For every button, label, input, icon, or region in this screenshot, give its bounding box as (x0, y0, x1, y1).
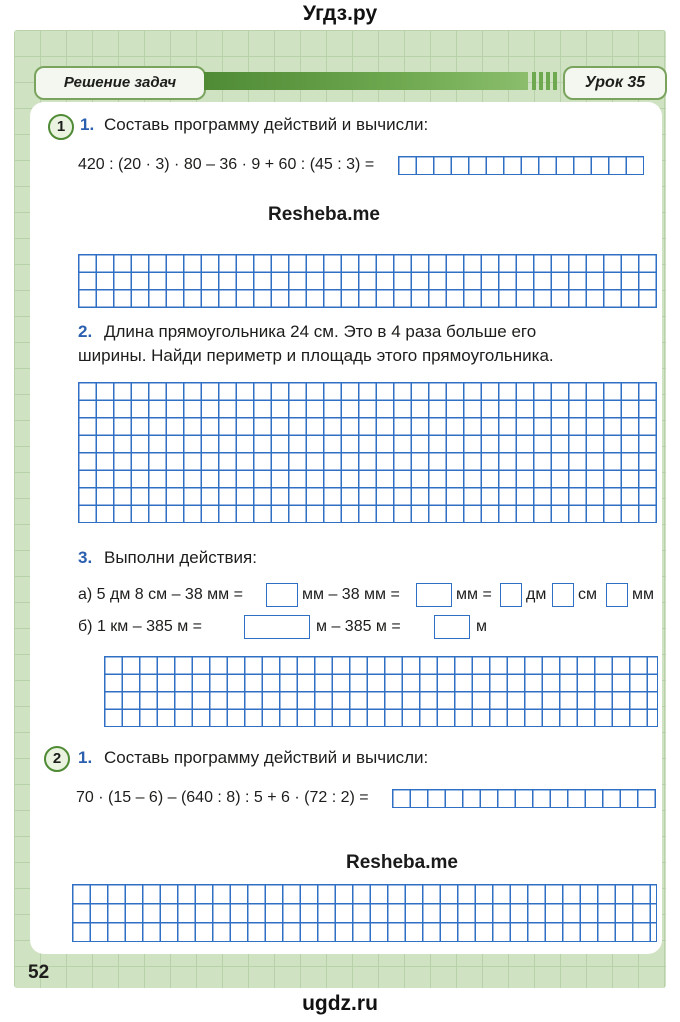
task-3a-unit-1: мм – 38 мм = (302, 586, 400, 603)
task-1-text: Составь программу действий и вычисли: (104, 115, 429, 134)
task-3b-unit-1: м – 385 м = (316, 618, 401, 635)
task-3a-unit-3: дм (526, 586, 547, 603)
page-number: 52 (28, 962, 50, 983)
task-3a-box-1[interactable] (266, 583, 298, 607)
content-panel (30, 102, 662, 954)
task-1-answer-cells[interactable] (398, 156, 644, 175)
task-3a-unit-5: мм (632, 586, 654, 603)
task-3a-box-5[interactable] (606, 583, 628, 607)
section-title: Решение задач (34, 66, 206, 100)
task-3-number: 3. (78, 548, 93, 567)
task-3a-prefix: а) 5 дм 8 см – 38 мм = (78, 586, 243, 603)
task-2-text-line2: ширины. Найди периметр и площадь этого прямоугольника. (78, 346, 554, 365)
task-2-work-grid[interactable] (78, 382, 657, 523)
block-number-1: 1 (48, 114, 74, 140)
task-3b-prefix: б) 1 км – 385 м = (78, 618, 202, 635)
header-dashes (532, 72, 560, 90)
task-2-text-line1: Длина прямоугольника 24 см. Это в 4 раза больше его (104, 322, 537, 341)
task-1-expression: 420 : (20 · 3) · 80 – 36 · 9 + 60 : (45 : 3) = (78, 156, 375, 173)
task-3b-box-2[interactable] (434, 615, 470, 639)
task-3a-box-3[interactable] (500, 583, 522, 607)
task-3a-unit-4: см (578, 586, 597, 603)
task-1-number: 1. (80, 115, 95, 134)
block-2-answer-cells[interactable] (392, 789, 656, 808)
block-2-task-1-expression: 70 · (15 – 6) – (640 : 8) : 5 + 6 · (72 : 2) = (76, 789, 369, 806)
task-1-work-grid[interactable] (78, 254, 657, 308)
task-3-work-grid[interactable] (104, 656, 658, 727)
task-3a-box-2[interactable] (416, 583, 452, 607)
watermark-1: Resheba.me (268, 204, 380, 225)
block-2-task-1-text: Составь программу действий и вычисли: (104, 748, 429, 767)
block-2-task-1-number: 1. (78, 748, 93, 767)
site-title-top[interactable]: Угдз.ру (302, 2, 378, 25)
lesson-title: Урок 35 (563, 66, 667, 100)
task-3b-box-1[interactable] (244, 615, 310, 639)
task-2-number: 2. (78, 322, 93, 341)
block-number-2: 2 (44, 746, 70, 772)
watermark-2: Resheba.me (346, 852, 458, 873)
task-3b-unit-2: м (476, 618, 487, 635)
header-stripe (204, 72, 528, 90)
block-2-work-grid[interactable] (72, 884, 657, 942)
task-3a-box-4[interactable] (552, 583, 574, 607)
task-3-text: Выполни действия: (104, 548, 257, 567)
site-title-bottom[interactable]: ugdz.ru (302, 992, 378, 1015)
task-3a-unit-2: мм = (456, 586, 492, 603)
